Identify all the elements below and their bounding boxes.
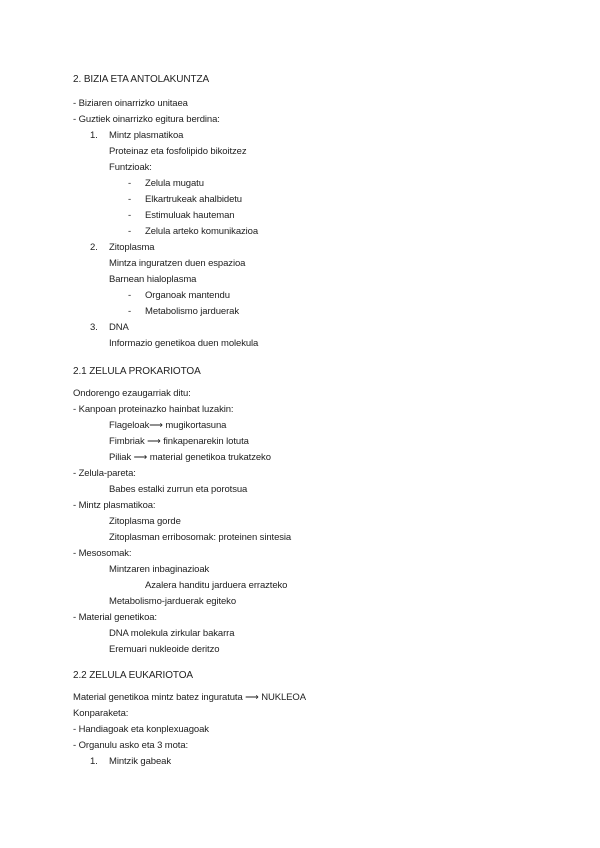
indented-line: Mintzaren inbaginazioak xyxy=(109,564,210,575)
list-item-title: Mintzik gabeak xyxy=(109,756,171,767)
dash-marker: - xyxy=(128,210,132,221)
list-number: 3. xyxy=(90,322,98,333)
indented-line: Piliak ⟶ material genetikoa trukatzeko xyxy=(109,452,271,463)
dash-marker: - xyxy=(128,194,132,205)
dash-marker: - xyxy=(128,290,132,301)
list-item-title: Mintz plasmatikoa xyxy=(109,130,184,141)
indented-line: Babes estalki zurrun eta porotsua xyxy=(109,484,248,495)
list-item-text: Informazio genetikoa duen molekula xyxy=(109,338,259,349)
indented-line: Flageloak⟶ mugikortasuna xyxy=(109,420,227,431)
indented-line: Azalera handitu jarduera errazteko xyxy=(145,580,288,591)
list-item-text: Mintza inguratzen duen espazioa xyxy=(109,258,246,269)
sub-list-item: Metabolismo jarduerak xyxy=(145,306,239,317)
list-item-text: Proteinaz eta fosfolipido bikoitzez xyxy=(109,146,247,157)
sub-list-item: Estimuluak hauteman xyxy=(145,210,235,221)
bullet-line: - Handiagoak eta konplexuagoak xyxy=(73,724,209,735)
indented-line: Metabolismo-jarduerak egiteko xyxy=(109,596,236,607)
bullet-line: - Mintz plasmatikoa: xyxy=(73,500,156,511)
bullet-line: - Guztiek oinarrizko egitura berdina: xyxy=(73,114,220,125)
paragraph-line: Material genetikoa mintz batez inguratuta ⟶ NUKLEOA xyxy=(73,692,306,703)
bullet-line: - Mesosomak: xyxy=(73,548,132,559)
bullet-line: - Kanpoan proteinazko hainbat luzakin: xyxy=(73,404,234,415)
indented-line: Eremuari nukleoide deritzo xyxy=(109,644,220,655)
dash-marker: - xyxy=(128,306,132,317)
sub-list-item: Organoak mantendu xyxy=(145,290,230,301)
section-heading: 2. BIZIA ETA ANTOLAKUNTZA xyxy=(73,74,210,85)
list-item-text: Funtzioak: xyxy=(109,162,152,173)
list-item-title: DNA xyxy=(109,322,129,333)
paragraph-line: Konparaketa: xyxy=(73,708,129,719)
list-item-title: Zitoplasma xyxy=(109,242,155,253)
indented-line: Zitoplasma gorde xyxy=(109,516,181,527)
sub-list-item: Elkartrukeak ahalbidetu xyxy=(145,194,242,205)
list-number: 1. xyxy=(90,756,98,767)
bullet-line: - Organulu asko eta 3 mota: xyxy=(73,740,189,751)
list-item-text: Barnean hialoplasma xyxy=(109,274,197,285)
dash-marker: - xyxy=(128,178,132,189)
sub-list-item: Zelula mugatu xyxy=(145,178,204,189)
dash-marker: - xyxy=(128,226,132,237)
indented-line: Zitoplasman erribosomak: proteinen sintesia xyxy=(109,532,292,543)
indented-line: DNA molekula zirkular bakarra xyxy=(109,628,235,639)
paragraph-line: Ondorengo ezaugarriak ditu: xyxy=(73,388,191,399)
section-heading: 2.1 ZELULA PROKARIOTOA xyxy=(73,366,201,377)
indented-line: Fimbriak ⟶ finkapenarekin lotuta xyxy=(109,436,249,447)
sub-list-item: Zelula arteko komunikazioa xyxy=(145,226,259,237)
section-heading: 2.2 ZELULA EUKARIOTOA xyxy=(73,670,193,681)
list-number: 1. xyxy=(90,130,98,141)
bullet-line: - Zelula-pareta: xyxy=(73,468,136,479)
bullet-line: - Material genetikoa: xyxy=(73,612,157,623)
list-number: 2. xyxy=(90,242,98,253)
bullet-line: - Biziaren oinarrizko unitaea xyxy=(73,98,188,109)
